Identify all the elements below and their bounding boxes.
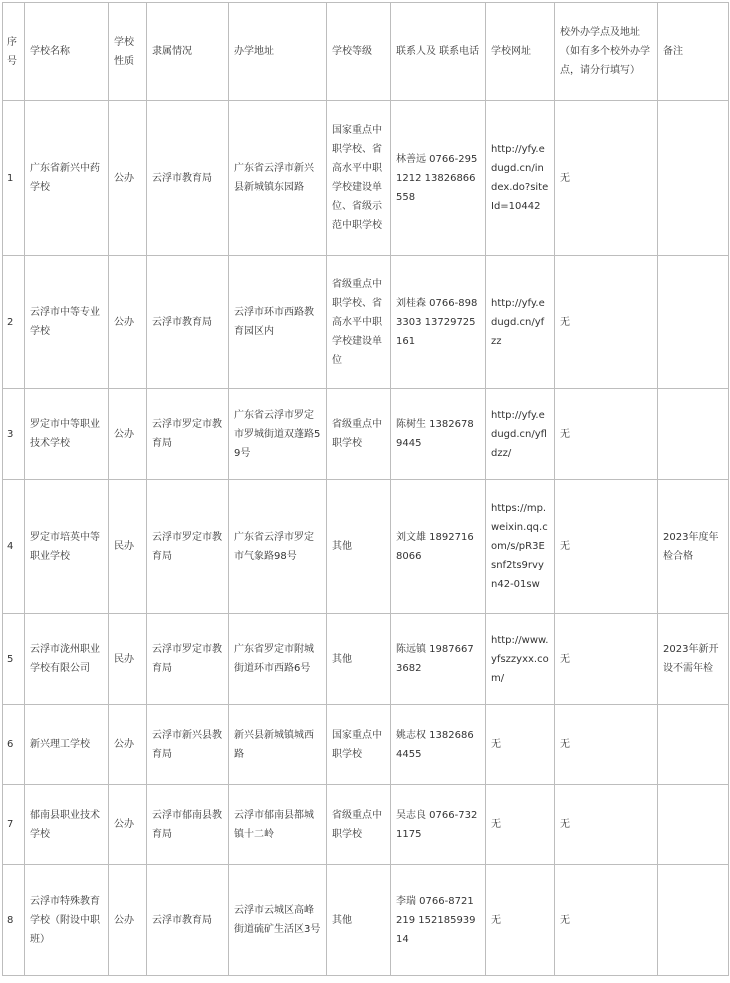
cell-branch-sites: 无 [555,480,658,614]
cell-school-nature: 公办 [109,705,147,785]
header-affiliation: 隶属情况 [147,3,229,101]
table-row [3,785,729,865]
cell-affiliation: 云浮市罗定市教育局 [147,614,229,705]
cell-address: 新兴县新城镇城西路 [229,705,327,785]
cell-school-name: 广东省新兴中药学校 [25,101,109,256]
cell-website: 无 [486,865,555,976]
cell-affiliation: 云浮市教育局 [147,256,229,389]
cell-affiliation: 云浮市郁南县教育局 [147,785,229,865]
cell-school-grade: 国家重点中职学校 [327,705,391,785]
cell-affiliation: 云浮市罗定市教育局 [147,389,229,480]
cell-address: 广东省云浮市罗定市罗城街道双蓬路59号 [229,389,327,480]
cell-branch-sites: 无 [555,705,658,785]
cell-school-grade: 国家重点中职学校、省高水平中职学校建设单位、省级示范中职学校 [327,101,391,256]
cell-school-grade: 省级重点中职学校 [327,389,391,480]
cell-school-name: 新兴理工学校 [25,705,109,785]
cell-school-nature: 公办 [109,256,147,389]
cell-remark: 2023年度年检合格 [658,480,729,614]
cell-remark [658,865,729,976]
cell-remark [658,705,729,785]
cell-remark [658,101,729,256]
cell-affiliation: 云浮市教育局 [147,865,229,976]
cell-school-nature: 公办 [109,389,147,480]
header-branch-sites: 校外办学点及地址 （如有多个校外办学点，请分行填写） [555,3,658,101]
cell-affiliation: 云浮市罗定市教育局 [147,480,229,614]
cell-school-nature: 公办 [109,865,147,976]
cell-branch-sites: 无 [555,389,658,480]
cell-address: 广东省云浮市新兴县新城镇东园路 [229,101,327,256]
cell-index: 8 [3,865,25,976]
header-website: 学校网址 [486,3,555,101]
header-contact: 联系人及 联系电话 [391,3,486,101]
cell-school-grade: 省级重点中职学校、省高水平中职学校建设单位 [327,256,391,389]
cell-affiliation: 云浮市教育局 [147,101,229,256]
cell-remark [658,785,729,865]
cell-branch-sites: 无 [555,101,658,256]
table-row [3,865,729,976]
cell-contact: 陈树生 13826789445 [391,389,486,480]
cell-index: 1 [3,101,25,256]
header-index: 序 号 [3,3,25,101]
cell-contact: 林善远 0766-2951212 13826866558 [391,101,486,256]
cell-website-link[interactable]: http://yfy.edugd.cn/index.do?siteId=10442 [486,101,555,256]
cell-index: 7 [3,785,25,865]
cell-address: 云浮市环市西路教育园区内 [229,256,327,389]
table-row [3,705,729,785]
cell-school-grade: 其他 [327,614,391,705]
cell-website: 无 [486,705,555,785]
cell-school-name: 郁南县职业技术学校 [25,785,109,865]
cell-remark [658,389,729,480]
table-row [3,480,729,614]
cell-affiliation: 云浮市新兴县教育局 [147,705,229,785]
cell-school-name: 云浮市泷州职业学校有限公司 [25,614,109,705]
cell-branch-sites: 无 [555,865,658,976]
table-row [3,389,729,480]
cell-website: 无 [486,785,555,865]
school-table [2,2,729,976]
cell-address: 广东省云浮市罗定市气象路98号 [229,480,327,614]
cell-school-nature: 公办 [109,785,147,865]
cell-school-name: 罗定市培英中等职业学校 [25,480,109,614]
cell-address: 广东省罗定市附城街道环市西路6号 [229,614,327,705]
cell-branch-sites: 无 [555,256,658,389]
header-remark: 备注 [658,3,729,101]
cell-contact: 李瑞 0766-8721219 15218593914 [391,865,486,976]
cell-school-nature: 公办 [109,101,147,256]
table-row [3,256,729,389]
cell-school-grade: 省级重点中职学校 [327,785,391,865]
cell-index: 5 [3,614,25,705]
cell-website-link[interactable]: https://mp.weixin.qq.com/s/pR3Esnf2ts9rvyn42-01sw [486,480,555,614]
header-school-grade: 学校等级 [327,3,391,101]
cell-school-name: 云浮市中等专业学校 [25,256,109,389]
cell-remark [658,256,729,389]
header-school-nature: 学校 性质 [109,3,147,101]
table-row [3,614,729,705]
cell-school-nature: 民办 [109,614,147,705]
cell-contact: 姚志权 13826864455 [391,705,486,785]
cell-website-link[interactable]: http://yfy.edugd.cn/yfldzz/ [486,389,555,480]
cell-school-grade: 其他 [327,865,391,976]
cell-index: 4 [3,480,25,614]
cell-index: 3 [3,389,25,480]
cell-address: 云浮市云城区高峰街道硫矿生活区3号 [229,865,327,976]
table-header-row [3,3,729,101]
cell-branch-sites: 无 [555,614,658,705]
cell-school-name: 云浮市特殊教育学校（附设中职班） [25,865,109,976]
cell-website-link[interactable]: http://yfy.edugd.cn/yfzz [486,256,555,389]
cell-school-nature: 民办 [109,480,147,614]
cell-contact: 陈远镇 19876673682 [391,614,486,705]
table-row [3,101,729,256]
cell-branch-sites: 无 [555,785,658,865]
cell-school-name: 罗定市中等职业技术学校 [25,389,109,480]
header-address: 办学地址 [229,3,327,101]
cell-index: 6 [3,705,25,785]
cell-website-link[interactable]: http://www.yfszzyxx.com/ [486,614,555,705]
cell-remark: 2023年新开设不需年检 [658,614,729,705]
cell-contact: 刘文雄 18927168066 [391,480,486,614]
cell-contact: 吴志良 0766-7321175 [391,785,486,865]
header-school-name: 学校名称 [25,3,109,101]
cell-index: 2 [3,256,25,389]
cell-address: 云浮市郁南县都城镇十二岭 [229,785,327,865]
cell-contact: 刘桂森 0766-8983303 13729725161 [391,256,486,389]
cell-school-grade: 其他 [327,480,391,614]
